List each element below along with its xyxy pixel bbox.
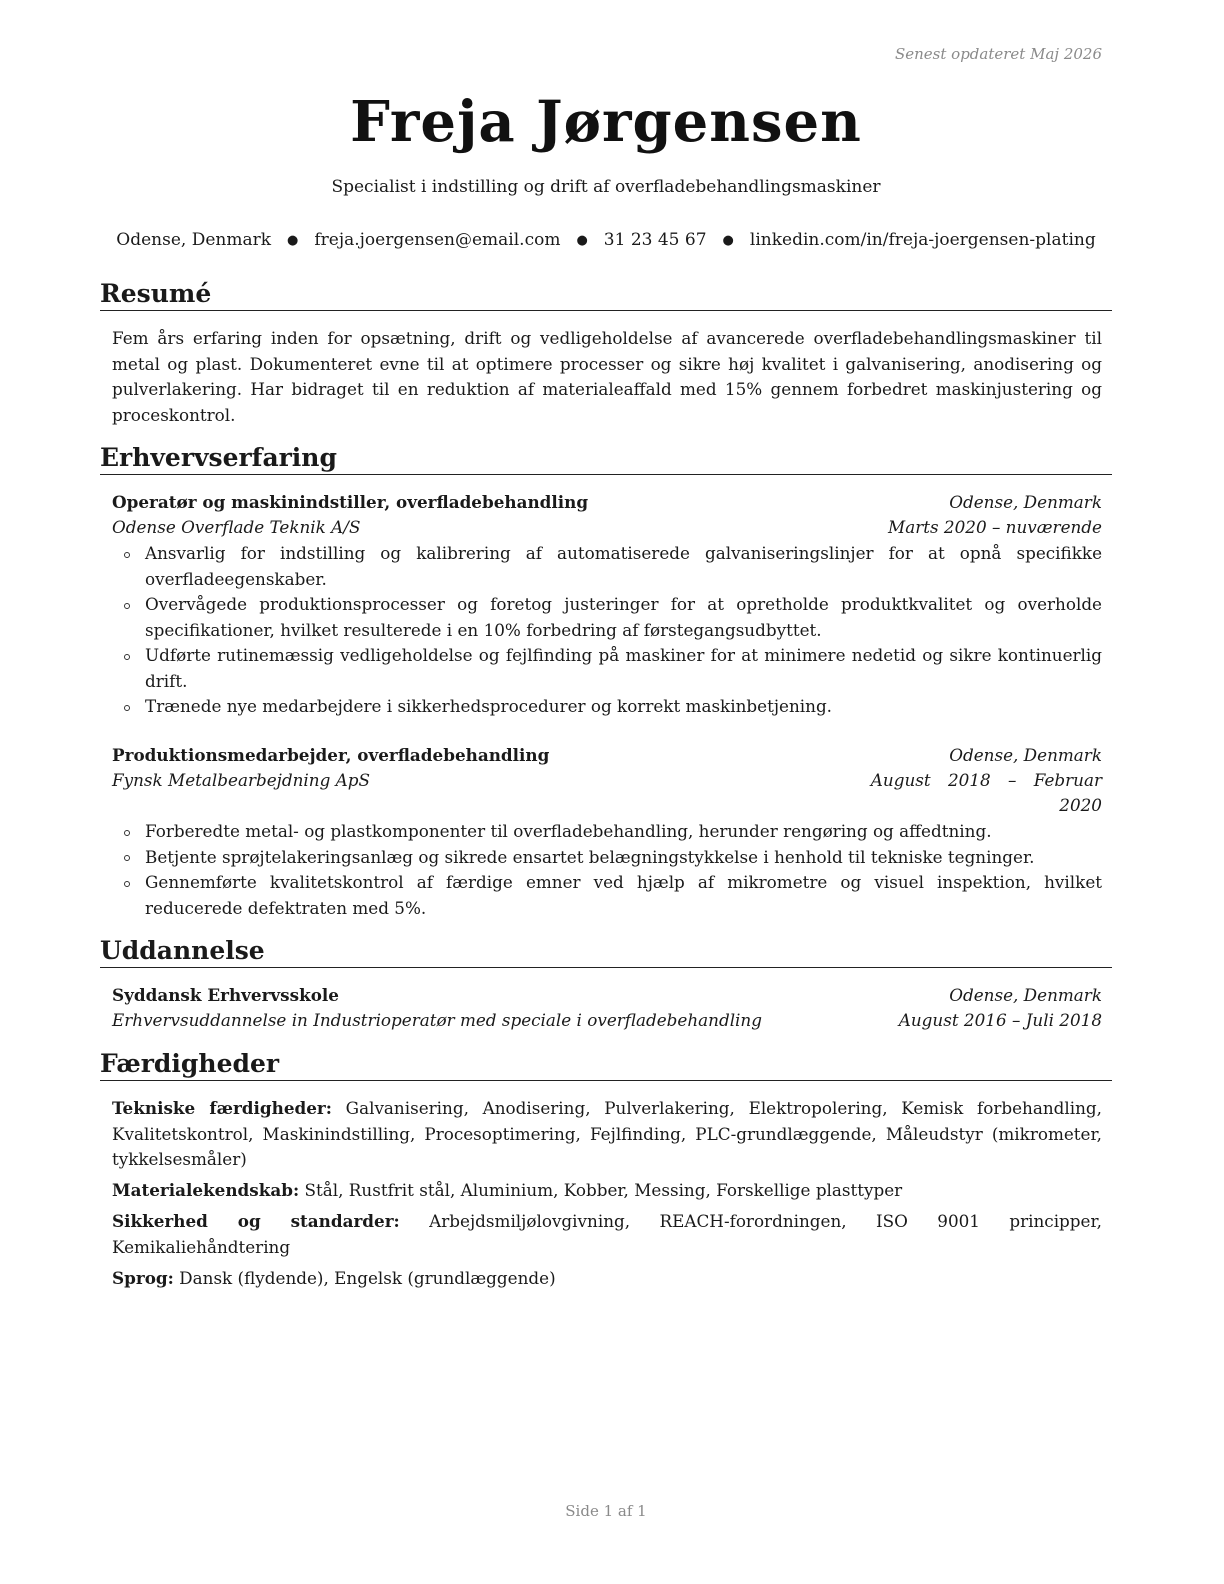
- skill-value: Dansk (flydende), Engelsk (grundlæggende): [179, 1268, 556, 1288]
- skill-label: Tekniske færdigheder:: [112, 1098, 332, 1118]
- job-bullets: [112, 541, 1102, 720]
- skill-label: Sikkerhed og standarder:: [112, 1211, 400, 1231]
- skill-value: Galvanisering, Anodisering, Pulverlakering, Elektropolering, Kemisk forbehandling, Kvalitetskontrol, Maskinindstilling, Procesoptimering, Fejlfinding, PLC-grundlæggende, Måleudstyr (mikrometer, tykkelsesmåler): [112, 1098, 1102, 1169]
- job-dates: Marts 2020 – nuværende: [888, 517, 1102, 537]
- job-header: [112, 490, 1102, 515]
- education-location: Odense, Denmark: [949, 985, 1102, 1005]
- list-item: Trænede nye medarbejdere i sikkerhedsprocedurer og korrekt maskinbetjening.: [112, 694, 1102, 720]
- skill-label: Materialekendskab:: [112, 1180, 300, 1200]
- job-company: Fynsk Metalbearbejdning ApS: [112, 770, 371, 790]
- section-title-summary: Resumé: [100, 279, 1112, 311]
- page-number: Side 1 af 1: [565, 1502, 647, 1520]
- education-subheader: [112, 1008, 1102, 1033]
- section-title-education: Uddannelse: [100, 936, 1112, 968]
- skill-line: [112, 1178, 1102, 1204]
- contact-linkedin[interactable]: linkedin.com/in/freja-joergensen-plating: [749, 230, 1096, 250]
- education-degree: Erhvervsuddannelse in Industrioperatør med speciale i overfladebehandling: [112, 1010, 762, 1030]
- section-title-skills: Færdigheder: [100, 1049, 1112, 1081]
- skill-label: Sprog:: [112, 1268, 174, 1288]
- skill-line: [112, 1266, 1102, 1292]
- job-company: Odense Overflade Teknik A/S: [112, 517, 361, 537]
- education-school: Syddansk Erhvervsskole: [112, 985, 339, 1005]
- tagline: Specialist i indstilling og drift af overfladebehandlingsmaskiner: [331, 177, 881, 197]
- education-header: [112, 983, 1102, 1008]
- bullet-separator: ●: [287, 233, 299, 248]
- contact-line: [100, 229, 1112, 252]
- job-subheader: [112, 768, 1102, 818]
- summary-text: Fem års erfaring inden for opsætning, drift og vedligeholdelse af avancerede overfladebehandlingsmaskiner til metal og plast. Dokumenteret evne til at optimere processer og sikre høj kvalitet i galvanisering, anodisering og pulverlakering. Har bidraget til en reduktion af materialeaffald med 15% gennem forbedret maskinjustering og proceskontrol.: [112, 328, 1102, 425]
- candidate-name: Freja Jørgensen: [350, 89, 862, 155]
- job-role: Operatør og maskinindstiller, overfladebehandling: [112, 492, 589, 512]
- skill-line: [112, 1096, 1102, 1173]
- list-item: Forberedte metal- og plastkomponenter til overfladebehandling, herunder rengøring og affedtning.: [112, 819, 1102, 845]
- last-updated: Senest opdateret Maj 2026: [894, 45, 1102, 63]
- list-item: Betjente sprøjtelakeringsanlæg og sikrede ensartet belægningstykkelse i henhold til tekniske tegninger.: [112, 845, 1102, 871]
- skill-value: Stål, Rustfrit stål, Aluminium, Kobber, Messing, Forskellige plasttyper: [304, 1180, 903, 1200]
- bullet-separator: ●: [722, 233, 734, 248]
- education-dates: August 2016 – Juli 2018: [898, 1010, 1102, 1030]
- list-item: Gennemførte kvalitetskontrol af færdige emner ved hjælp af mikrometre og visuel inspektion, hvilket reducerede defektraten med 5%.: [112, 870, 1102, 921]
- job-role: Produktionsmedarbejder, overfladebehandling: [112, 745, 550, 765]
- job-subheader: [112, 515, 1102, 540]
- skill-line: [112, 1209, 1102, 1260]
- list-item: Udførte rutinemæssig vedligeholdelse og fejlfinding på maskiner for at minimere nedetid og sikre kontinuerlig drift.: [112, 643, 1102, 694]
- list-item: Ansvarlig for indstilling og kalibrering af automatiserede galvaniseringslinjer for at opnå specifikke overfladeegenskaber.: [112, 541, 1102, 592]
- contact-phone: 31 23 45 67: [603, 230, 707, 250]
- job-bullets: [112, 819, 1102, 921]
- job-location: Odense, Denmark: [949, 745, 1102, 765]
- contact-location: Odense, Denmark: [116, 230, 272, 250]
- section-title-experience: Erhvervserfaring: [100, 443, 1112, 475]
- job-header: [112, 743, 1102, 768]
- list-item: Overvågede produktionsprocesser og foretog justeringer for at opretholde produktkvalitet og overholde specifikationer, hvilket resulterede i en 10% forbedring af førstegangsudbyttet.: [112, 592, 1102, 643]
- skill-value: Arbejdsmiljølovgivning, REACH-forordningen, ISO 9001 principper, Kemikaliehåndtering: [112, 1211, 1102, 1257]
- resume-page: [100, 0, 1112, 1584]
- job-dates: August 2018 – Februar 2020: [870, 770, 1102, 815]
- bullet-separator: ●: [576, 233, 588, 248]
- job-location: Odense, Denmark: [949, 492, 1102, 512]
- contact-email[interactable]: freja.joergensen@email.com: [314, 230, 561, 250]
